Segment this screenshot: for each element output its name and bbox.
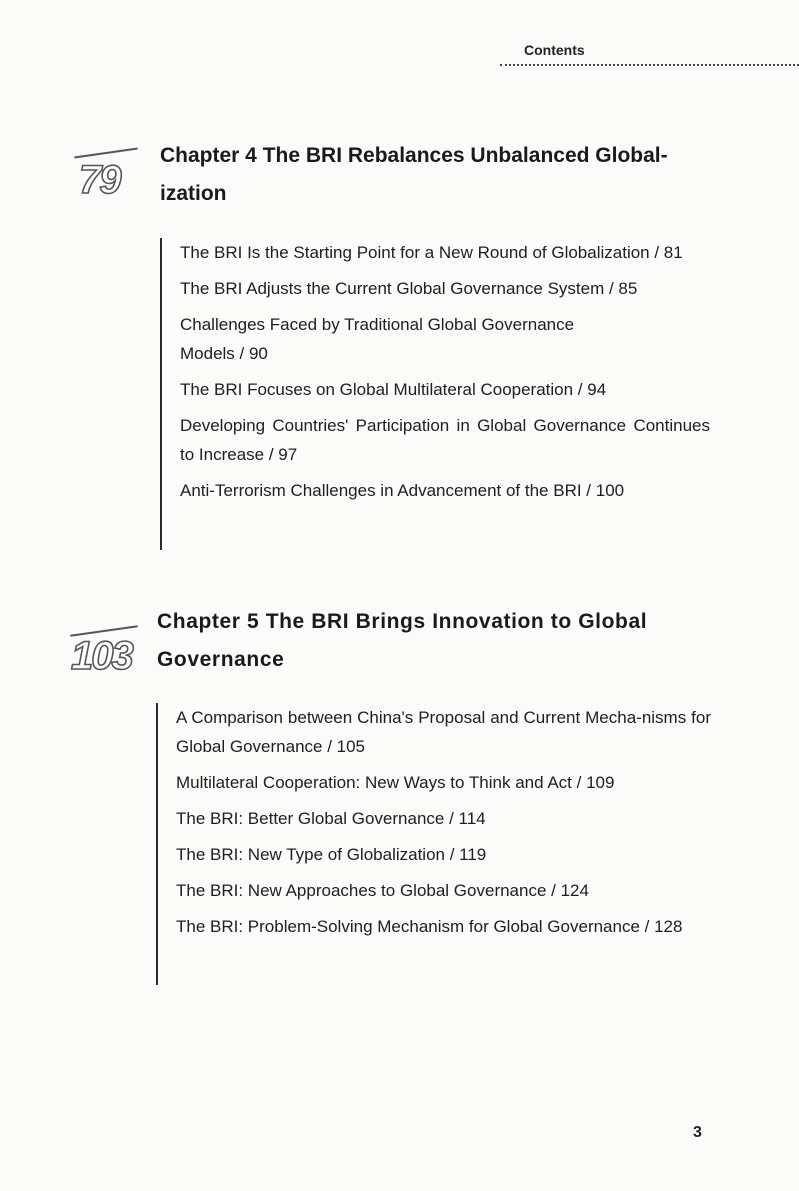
toc-entry[interactable]: Developing Countries' Participation in Global Governance Continues to Increase / 97: [180, 416, 710, 464]
chapter-entries: [156, 703, 736, 985]
page-number: 3: [693, 1124, 702, 1141]
chapter-entries: [160, 238, 740, 550]
running-header: [500, 38, 799, 68]
toc-entry[interactable]: The BRI: New Type of Globalization / 119: [176, 845, 487, 864]
toc-entry[interactable]: The BRI: Problem-Solving Mechanism for Global Governance / 128: [176, 917, 683, 936]
toc-entry[interactable]: The BRI Focuses on Global Multilateral Cooperation / 94: [180, 380, 607, 399]
toc-entry[interactable]: Anti-Terrorism Challenges in Advancement of the BRI / 100: [180, 481, 625, 500]
toc-entry[interactable]: A Comparison between China's Proposal and Current Mecha-nisms for Global Governance / 105: [176, 708, 711, 756]
chapter-number-rule: [74, 148, 138, 159]
toc-entry[interactable]: The BRI Adjusts the Current Global Governance System / 85: [180, 279, 638, 298]
toc-entry[interactable]: The BRI: Better Global Governance / 114: [176, 809, 486, 828]
toc-entry[interactable]: The BRI Is the Starting Point for a New Round of Globalization / 81: [180, 243, 683, 262]
toc-entry[interactable]: Multilateral Cooperation: New Ways to Think and Act / 109: [176, 773, 615, 792]
chapter-number: 103: [71, 634, 132, 678]
toc-entry[interactable]: The BRI: New Approaches to Global Governance / 124: [176, 881, 589, 900]
chapter-title: Chapter 5 The BRI Brings Innovation to Global Governance: [157, 610, 648, 671]
chapter-title: Chapter 4 The BRI Rebalances Unbalanced Global-ization: [160, 144, 668, 205]
chapter-number: 79: [79, 158, 120, 202]
toc-entry[interactable]: Challenges Faced by Traditional Global Governance Models / 90: [180, 315, 575, 363]
header-dotted-rule: [500, 64, 799, 66]
header-label: Contents: [524, 42, 585, 58]
